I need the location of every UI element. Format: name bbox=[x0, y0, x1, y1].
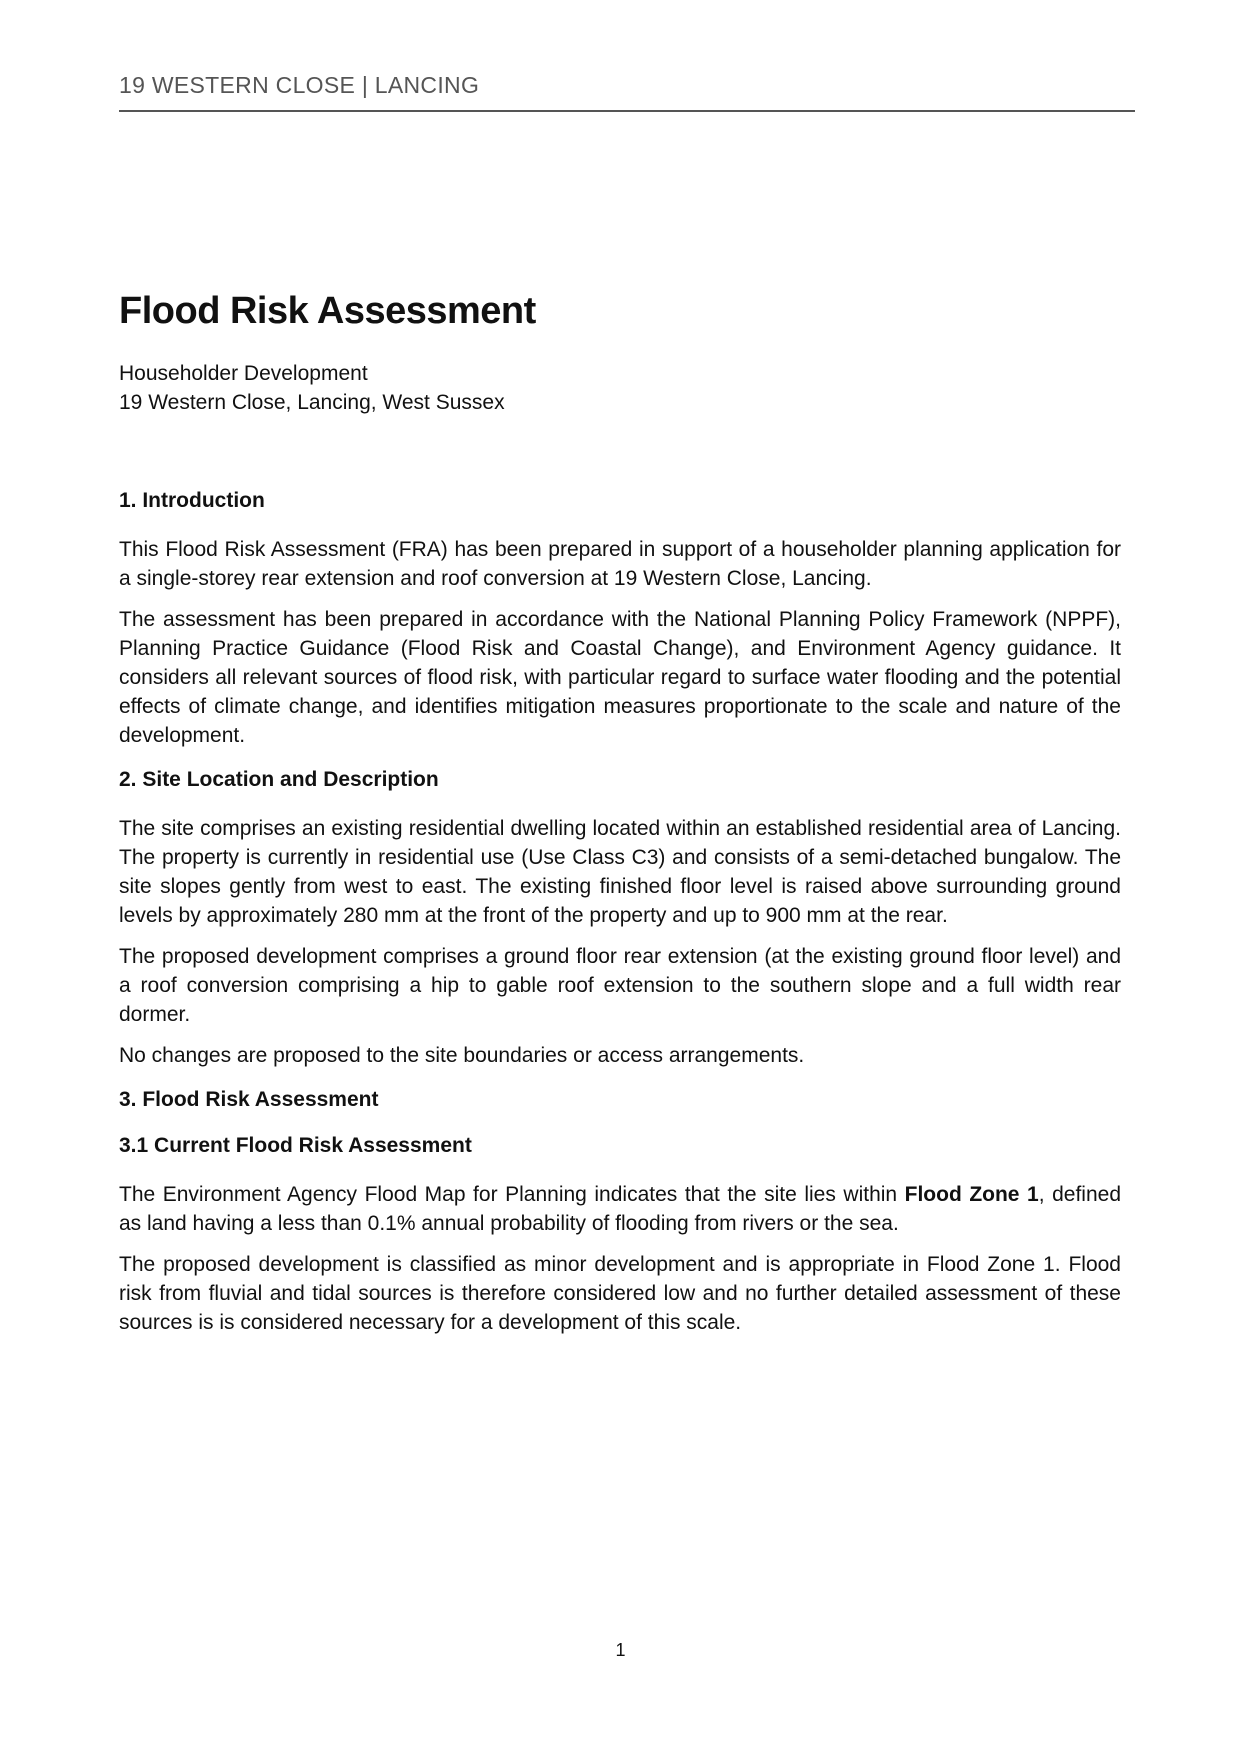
paragraph: This Flood Risk Assessment (FRA) has been prepared in support of a householder planning application for a single-storey rear extension and roof conversion at 19 Western Close, Lancing. bbox=[119, 538, 1121, 590]
subtitle-line: 19 Western Close, Lancing, West Sussex bbox=[119, 391, 505, 414]
paragraph: No changes are proposed to the site boundaries or access arrangements. bbox=[119, 1044, 805, 1067]
paragraph: The site comprises an existing residential dwelling located within an established residential area of Lancing. The property is currently in residential use (Use Class C3) and consists of a semi-detached bungalow. The site slopes gently from west to east. The existing finished floor level is raised above surrounding ground levels by approximately 280 mm at the front of the property and up to 900 mm at the rear. bbox=[119, 817, 1121, 927]
paragraph: The assessment has been prepared in accordance with the National Planning Policy Framework (NPPF), Planning Practice Guidance (Flood Risk and Coastal Change), and Environment Agency guidance. It considers all relevant sources of flood risk, with particular regard to surface water flooding and the potential effects of climate change, and identifies mitigation measures proportionate to the scale and nature of the development. bbox=[119, 608, 1121, 747]
subsection-heading: 3.1 Current Flood Risk Assessment bbox=[119, 1134, 472, 1157]
page-number: 1 bbox=[615, 1640, 626, 1660]
subtitle-line: Householder Development bbox=[119, 362, 368, 385]
flood-zone-emphasis: Flood Zone 1 bbox=[904, 1183, 1039, 1206]
text: , defined as land having a less than 0.1% annual probability of flooding from rivers or the sea. bbox=[119, 1183, 1121, 1235]
section-heading: 1. Introduction bbox=[119, 489, 265, 512]
paragraph: The proposed development comprises a ground floor rear extension (at the existing ground floor level) and a roof conversion comprising a hip to gable roof extension to the southern slope and a full width rear dormer. bbox=[119, 945, 1121, 1026]
subtitle bbox=[119, 359, 1121, 417]
text: The Environment Agency Flood Map for Planning indicates that the site lies within bbox=[119, 1183, 905, 1206]
running-header: 19 WESTERN CLOSE | LANCING bbox=[119, 72, 480, 98]
section-heading: 2. Site Location and Description bbox=[119, 768, 439, 791]
section-heading: 3. Flood Risk Assessment bbox=[119, 1088, 379, 1111]
document-title: Flood Risk Assessment bbox=[119, 290, 536, 332]
header-rule bbox=[119, 110, 1135, 112]
page-content bbox=[119, 290, 1121, 1349]
paragraph bbox=[119, 1180, 1121, 1238]
paragraph: The proposed development is classified as minor development and is appropriate in Flood Zone 1. Flood risk from fluvial and tidal sources is therefore considered low and no further detailed assessment of these sources is is considered necessary for a development of this scale. bbox=[119, 1253, 1121, 1334]
